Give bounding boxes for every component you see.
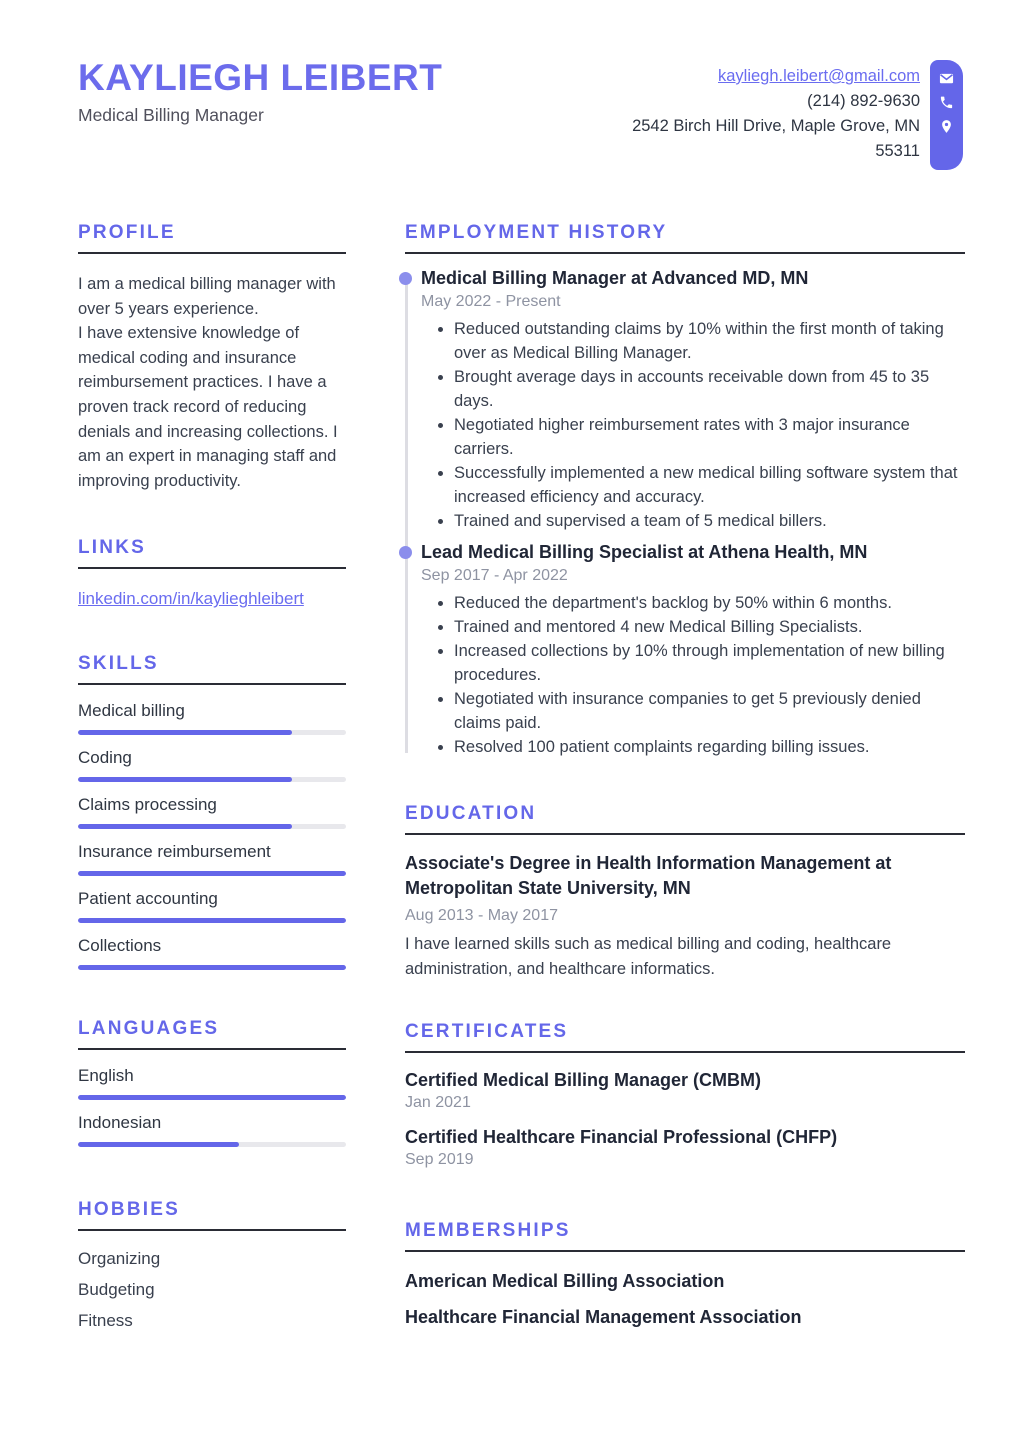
- membership-item: Healthcare Financial Management Association: [405, 1307, 802, 1327]
- employment-heading: EMPLOYMENT HISTORY: [405, 222, 668, 243]
- skill-label: Insurance reimbursement: [78, 842, 271, 862]
- skill-item: [78, 748, 346, 782]
- contact-phone: (214) 892-9630: [807, 92, 920, 110]
- section-employment-history: [405, 222, 965, 759]
- person-name: KAYLIEGH LEIBERT: [78, 57, 443, 98]
- education-period: Aug 2013 - May 2017: [405, 907, 558, 924]
- hobby-item: Budgeting: [78, 1280, 155, 1300]
- skill-item: [78, 795, 346, 829]
- employment-timeline: [405, 267, 965, 759]
- envelope-icon: [939, 71, 954, 86]
- section-links: [78, 537, 346, 609]
- job-bullet-list: [421, 317, 965, 533]
- skill-meter-track: [78, 918, 346, 923]
- phone-icon: [939, 95, 954, 110]
- contact-email-link[interactable]: kayliegh.leibert@gmail.com: [718, 67, 920, 85]
- job-bullet: • Brought average days in accounts receivable down from 45 to 35 days.: [454, 365, 965, 413]
- section-profile: [78, 222, 346, 493]
- certificate-title: Certified Healthcare Financial Professional (CHFP): [405, 1127, 838, 1147]
- skill-meter-fill: [78, 730, 292, 735]
- contact-zip: 55311: [875, 142, 920, 160]
- job-bullet: • Negotiated higher reimbursement rates with 3 major insurance carriers.: [454, 413, 965, 461]
- membership-item: American Medical Billing Association: [405, 1271, 725, 1291]
- skill-label: Collections: [78, 936, 162, 956]
- certificate-period: Sep 2019: [405, 1151, 474, 1168]
- language-label: English: [78, 1066, 134, 1086]
- heading-rule: [78, 1229, 346, 1231]
- timeline-dot-icon: [399, 272, 412, 285]
- skill-label: Coding: [78, 748, 132, 768]
- language-meter-track: [78, 1095, 346, 1100]
- job-bullet: • Reduced outstanding claims by 10% within the first month of taking over as Medical Billing Manager.: [454, 317, 965, 365]
- skill-item: [78, 842, 346, 876]
- education-title: Associate's Degree in Health Information Management at Metropolitan State University, MN: [405, 853, 892, 898]
- heading-rule: [78, 252, 346, 254]
- job-period: Sep 2017 - Apr 2022: [421, 567, 568, 584]
- skill-label: Claims processing: [78, 795, 217, 815]
- job-bullet-list: [421, 591, 965, 759]
- education-entry: [405, 851, 965, 981]
- skill-meter-fill: [78, 965, 346, 970]
- skill-meter-track: [78, 871, 346, 876]
- skill-meter-track: [78, 777, 346, 782]
- job-period: May 2022 - Present: [421, 293, 561, 310]
- certificate-entry: [405, 1126, 965, 1170]
- heading-rule: [405, 833, 965, 835]
- memberships-heading: MEMBERSHIPS: [405, 1220, 571, 1241]
- heading-rule: [405, 1250, 965, 1252]
- job-bullet: • Increased collections by 10% through implementation of new billing procedures.: [454, 639, 965, 687]
- links-heading: LINKS: [78, 537, 146, 559]
- heading-rule: [78, 1048, 346, 1050]
- profile-text-line: I have extensive knowledge of medical coding and insurance reimbursement practices. I have a proven track record of reducing denials and increasing collections. I am an expert in managing staff and improving productivity.: [78, 324, 338, 490]
- contact-address: 2542 Birch Hill Drive, Maple Grove, MN: [632, 117, 920, 135]
- job-bullet: • Resolved 100 patient complaints regarding billing issues.: [454, 735, 965, 759]
- skill-meter-fill: [78, 918, 346, 923]
- skill-meter-fill: [78, 871, 346, 876]
- hobby-item: Organizing: [78, 1249, 161, 1269]
- skill-meter-fill: [78, 824, 292, 829]
- skill-item: [78, 889, 346, 923]
- linkedin-link[interactable]: linkedin.com/in/kaylieghleibert: [78, 589, 304, 609]
- section-languages: [78, 1018, 346, 1147]
- certificate-title: Certified Medical Billing Manager (CMBM): [405, 1070, 762, 1090]
- skill-meter-fill: [78, 777, 292, 782]
- hobbies-heading: HOBBIES: [78, 1199, 180, 1221]
- language-meter-fill: [78, 1142, 239, 1147]
- skill-label: Medical billing: [78, 701, 185, 721]
- job-title: Medical Billing Manager at Advanced MD, MN: [421, 268, 809, 288]
- job-entry: [421, 267, 965, 533]
- job-bullet: • Trained and mentored 4 new Medical Billing Specialists.: [454, 615, 965, 639]
- certificates-heading: CERTIFICATES: [405, 1021, 569, 1042]
- language-item: [78, 1113, 346, 1147]
- language-meter-track: [78, 1142, 346, 1147]
- person-job-title: Medical Billing Manager: [78, 105, 264, 125]
- profile-heading: PROFILE: [78, 222, 176, 243]
- section-hobbies: [78, 1199, 346, 1336]
- job-bullet: • Reduced the department's backlog by 50% within 6 months.: [454, 591, 965, 615]
- job-bullet: • Successfully implemented a new medical billing software system that increased efficiency and accuracy.: [454, 461, 965, 509]
- skill-meter-track: [78, 965, 346, 970]
- language-item: [78, 1066, 346, 1100]
- skill-meter-track: [78, 730, 346, 735]
- job-bullet: • Negotiated with insurance companies to get 5 previously denied claims paid.: [454, 687, 965, 735]
- job-title: Lead Medical Billing Specialist at Athena Health, MN: [421, 542, 868, 562]
- heading-rule: [405, 1051, 965, 1053]
- skills-heading: SKILLS: [78, 653, 159, 675]
- skill-meter-track: [78, 824, 346, 829]
- location-pin-icon: [939, 119, 954, 134]
- language-meter-fill: [78, 1095, 346, 1100]
- job-bullet: • Trained and supervised a team of 5 medical billers.: [454, 509, 965, 533]
- section-memberships: [405, 1220, 965, 1328]
- certificate-entry: [405, 1069, 965, 1113]
- skill-item: [78, 701, 346, 735]
- heading-rule: [78, 683, 346, 685]
- hobby-item: Fitness: [78, 1311, 133, 1331]
- skill-item: [78, 936, 346, 970]
- job-entry: [421, 541, 965, 759]
- certificate-period: Jan 2021: [405, 1094, 471, 1111]
- heading-rule: [78, 567, 346, 569]
- section-education: [405, 803, 965, 981]
- section-certificates: [405, 1021, 965, 1170]
- heading-rule: [405, 252, 965, 254]
- languages-heading: LANGUAGES: [78, 1018, 220, 1040]
- language-label: Indonesian: [78, 1113, 162, 1133]
- contact-email-row: [632, 64, 920, 89]
- skill-label: Patient accounting: [78, 889, 218, 909]
- contact-icon-bar: [930, 60, 963, 170]
- profile-text-line: I am a medical billing manager with over 5 years experience.: [78, 275, 336, 318]
- education-description: I have learned skills such as medical billing and coding, healthcare administration, and healthcare informatics.: [405, 935, 892, 978]
- main-content: [405, 222, 965, 1328]
- timeline-dot-icon: [399, 546, 412, 559]
- contact-block: [632, 64, 920, 164]
- sidebar: [78, 222, 346, 1336]
- section-skills: [78, 653, 346, 970]
- education-heading: EDUCATION: [405, 803, 537, 824]
